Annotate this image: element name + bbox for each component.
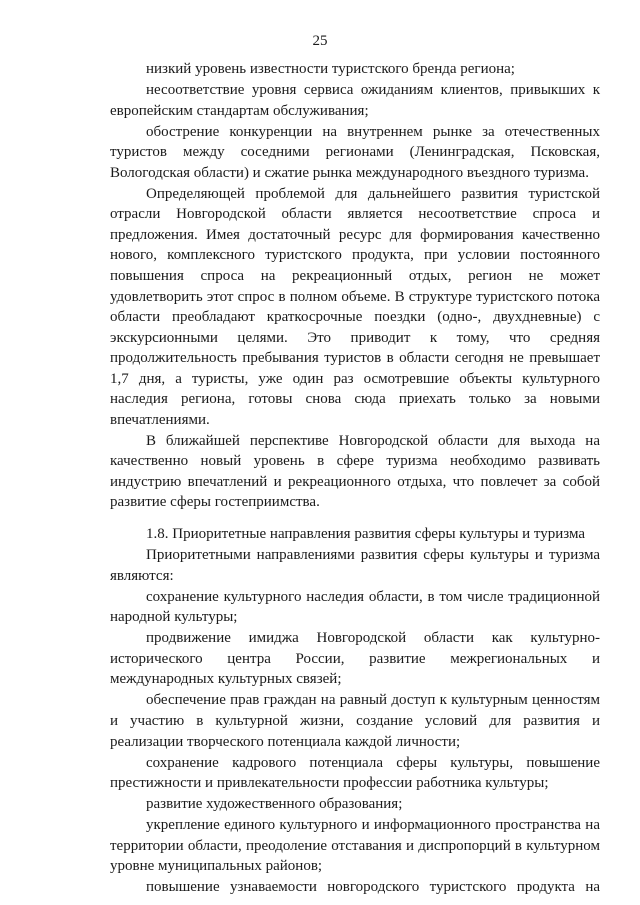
paragraph-near-term-outlook: В ближайшей перспективе Новгородской области для выхода на качественно новый уровень в сфере туризма необходимо развивать индустрию впечатлений и рекреационного отдыха, что повлечет за собой развитие сферы гостеприимства. <box>110 432 600 511</box>
list-item-image-promotion: продвижение имиджа Новгородской области как культурно-исторического центра России, развитие межрегиональных и международных культурных связей; <box>110 630 600 688</box>
section-heading: 1.8. Приоритетные направления развития сферы культуры и туризма <box>146 526 586 543</box>
list-item-staff-potential: сохранение кадрового потенциала сферы культуры, повышение престижности и привлекательности профессии работника культуры; <box>110 754 600 792</box>
list-item-equal-access: обеспечение прав граждан на равный доступ к культурным ценностям и участию в культурной жизни, создание условий для развития и реализации творческого потенциала каждой личности; <box>110 692 600 750</box>
list-item-unified-space: укрепление единого культурного и информационного пространства на территории области, преодоление отставания и диспропорций в культурном уровне муниципальных районов; <box>110 817 600 875</box>
page-number: 25 <box>312 33 328 49</box>
document-body <box>110 59 600 898</box>
paragraph-competition: обострение конкуренции на внутреннем рынке за отечественных туристов между соседними регионами (Ленинградская, Псковская, Вологодская области) и сжатие рынка международного въездного туризма. <box>110 123 600 181</box>
paragraph-demand-supply-problem: Определяющей проблемой для дальнейшего развития туристской отрасли Новгородской области является несоответствие спроса и предложения. Имея достаточный ресурс для формирования качественно нового, комплексного туристского продукта, при условии постоянного повышения спроса на рекреационный отдых, регион не может удовлетворить этот спрос в полном объеме. В структуре туристского потока области преобладают краткосрочные поездки (одно-, двухдневные) с экскурсионными целями. Это приводит к тому, что средняя продолжительность пребывания туристов в области сегодня не превышает 1,7 дня, а туристы, уже один раз осмотревшие объекты культурного наследия региона, готовы снова сюда приехать только за новыми впечатлениями. <box>110 185 600 428</box>
list-item-art-education: развитие художественного образования; <box>146 796 403 813</box>
list-item-tourism-recognition: повышение узнаваемости новгородского туристского продукта на <box>146 879 600 896</box>
list-item-heritage: сохранение культурного наследия области, в том числе традиционной народной культуры; <box>110 588 600 626</box>
paragraph-low-brand-awareness: низкий уровень известности туристского бренда региона; <box>146 61 515 77</box>
paragraph-service-mismatch: несоответствие уровня сервиса ожиданиям клиентов, привыкших к европейским стандартам обслуживания; <box>110 82 600 119</box>
paragraph-priority-intro: Приоритетными направлениями развития сферы культуры и туризма являются: <box>110 547 600 584</box>
